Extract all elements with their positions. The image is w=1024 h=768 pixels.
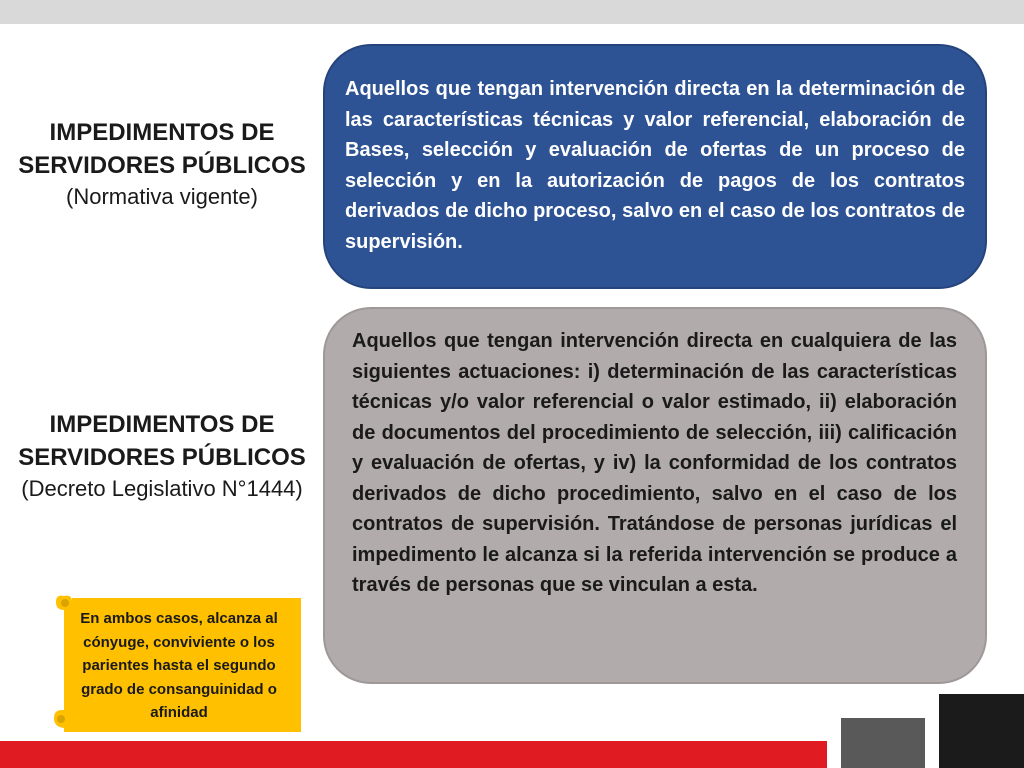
section1-description-box bbox=[323, 44, 987, 289]
section1-title: IMPEDIMENTOS DE SERVIDORES PÚBLICOS bbox=[18, 119, 306, 179]
section1-heading bbox=[12, 116, 312, 212]
section1-description: Aquellos que tengan intervención directa en la determinación de las características técnicas y valor referencial, elaboración de Bases, selección y evaluación de ofertas de un proceso de selección y en la autorización de pagos de los contratos derivados de dicho proceso, salvo en el caso de los contratos de supervisión. bbox=[345, 78, 965, 253]
top-decorative-bar bbox=[0, 0, 1024, 24]
section2-description-box bbox=[323, 307, 987, 684]
bottom-red-bar bbox=[0, 741, 827, 768]
section1-subtitle: (Normativa vigente) bbox=[66, 184, 258, 209]
section2-subtitle: (Decreto Legislativo N°1444) bbox=[21, 476, 303, 501]
section2-heading bbox=[12, 408, 312, 504]
section2-title: IMPEDIMENTOS DE SERVIDORES PÚBLICOS bbox=[18, 411, 306, 471]
bottom-black-block bbox=[939, 694, 1024, 768]
bottom-gray-block bbox=[841, 718, 925, 768]
scroll-note bbox=[52, 594, 301, 732]
note-text: En ambos casos, alcanza al cónyuge, conviviente o los parientes hasta el segundo grado de consanguinidad o afinidad bbox=[80, 610, 278, 721]
section2-description: Aquellos que tengan intervención directa en cualquiera de las siguientes actuaciones: i) determinación de las características técnicas y/o valor referencial o valor estimado, ii) elaboración de documentos del procedimiento de selección, iii) calificación y evaluación de ofertas, y iv) la conformidad de los contratos derivados de dicho procedimiento, salvo en el caso de los contratos de supervisión. Tratándose de personas jurídicas el impedimento le alcanza si la referida intervención se produce a través de personas que se vinculan a esta. bbox=[352, 330, 957, 596]
